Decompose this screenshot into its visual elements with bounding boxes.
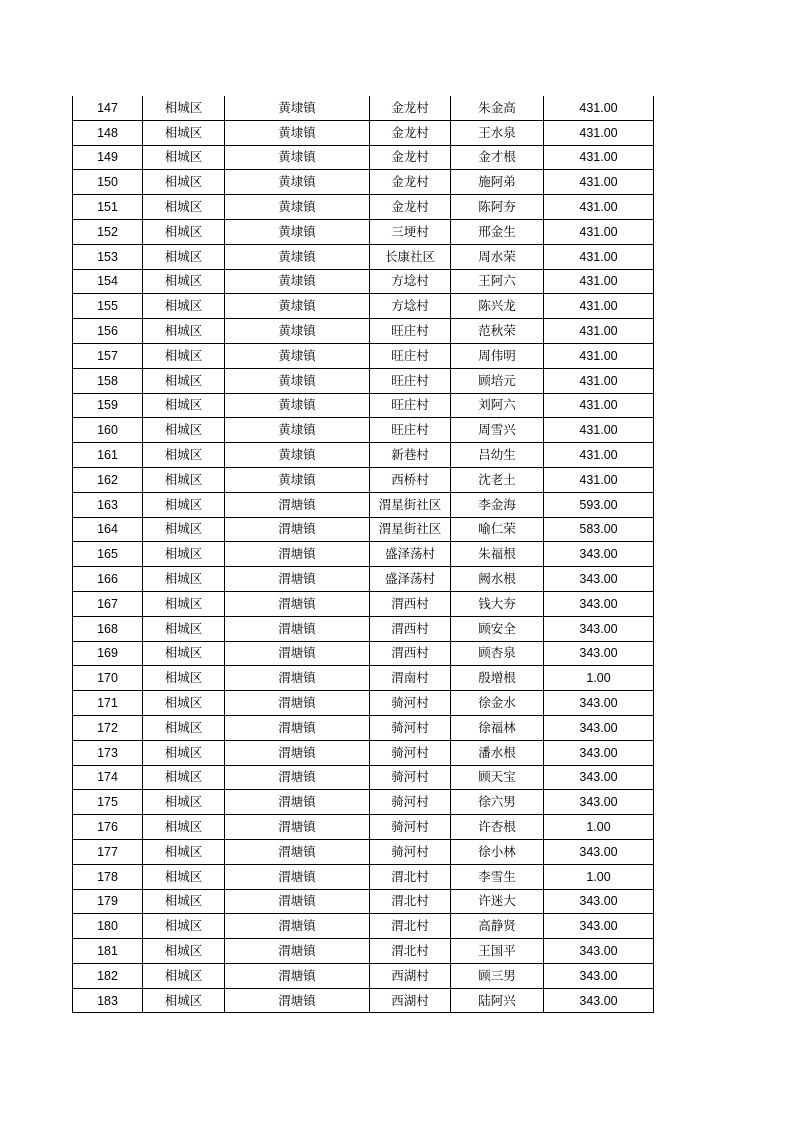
row-number-cell: 172 xyxy=(73,715,143,740)
district-cell: 相城区 xyxy=(143,368,225,393)
district-cell: 相城区 xyxy=(143,988,225,1013)
row-number-cell: 169 xyxy=(73,641,143,666)
name-cell: 周雪兴 xyxy=(451,418,544,443)
village-cell: 渭北村 xyxy=(370,939,451,964)
village-cell: 方埝村 xyxy=(370,269,451,294)
district-cell: 相城区 xyxy=(143,839,225,864)
town-cell: 渭塘镇 xyxy=(225,889,370,914)
village-cell: 盛泽荡村 xyxy=(370,542,451,567)
row-number-cell: 158 xyxy=(73,368,143,393)
table-row xyxy=(73,343,654,368)
village-cell: 骑河村 xyxy=(370,715,451,740)
table-row xyxy=(73,96,654,120)
name-cell: 殷增根 xyxy=(451,666,544,691)
data-table xyxy=(72,96,654,1013)
town-cell: 渭塘镇 xyxy=(225,839,370,864)
name-cell: 陈阿夯 xyxy=(451,195,544,220)
town-cell: 渭塘镇 xyxy=(225,542,370,567)
amount-cell: 583.00 xyxy=(544,517,654,542)
table-row xyxy=(73,195,654,220)
amount-cell: 343.00 xyxy=(544,616,654,641)
amount-cell: 343.00 xyxy=(544,939,654,964)
name-cell: 陆阿兴 xyxy=(451,988,544,1013)
amount-cell: 343.00 xyxy=(544,963,654,988)
village-cell: 渭南村 xyxy=(370,666,451,691)
village-cell: 旺庄村 xyxy=(370,418,451,443)
village-cell: 西湖村 xyxy=(370,988,451,1013)
table-row xyxy=(73,145,654,170)
district-cell: 相城区 xyxy=(143,145,225,170)
row-number-cell: 181 xyxy=(73,939,143,964)
table-row xyxy=(73,368,654,393)
row-number-cell: 154 xyxy=(73,269,143,294)
row-number-cell: 161 xyxy=(73,443,143,468)
row-number-cell: 175 xyxy=(73,790,143,815)
table-row xyxy=(73,839,654,864)
village-cell: 旺庄村 xyxy=(370,319,451,344)
town-cell: 黄埭镇 xyxy=(225,145,370,170)
row-number-cell: 168 xyxy=(73,616,143,641)
amount-cell: 431.00 xyxy=(544,343,654,368)
district-cell: 相城区 xyxy=(143,120,225,145)
district-cell: 相城区 xyxy=(143,418,225,443)
district-cell: 相城区 xyxy=(143,567,225,592)
amount-cell: 343.00 xyxy=(544,567,654,592)
town-cell: 黄埭镇 xyxy=(225,120,370,145)
table-row xyxy=(73,765,654,790)
town-cell: 黄埭镇 xyxy=(225,170,370,195)
district-cell: 相城区 xyxy=(143,195,225,220)
row-number-cell: 148 xyxy=(73,120,143,145)
name-cell: 阙水根 xyxy=(451,567,544,592)
village-cell: 三埂村 xyxy=(370,219,451,244)
row-number-cell: 165 xyxy=(73,542,143,567)
table-row xyxy=(73,244,654,269)
amount-cell: 431.00 xyxy=(544,244,654,269)
name-cell: 喻仁荣 xyxy=(451,517,544,542)
table-row xyxy=(73,815,654,840)
row-number-cell: 177 xyxy=(73,839,143,864)
amount-cell: 431.00 xyxy=(544,170,654,195)
table-row xyxy=(73,666,654,691)
amount-cell: 431.00 xyxy=(544,269,654,294)
name-cell: 王国平 xyxy=(451,939,544,964)
village-cell: 渭北村 xyxy=(370,889,451,914)
district-cell: 相城区 xyxy=(143,393,225,418)
amount-cell: 343.00 xyxy=(544,839,654,864)
table-row xyxy=(73,418,654,443)
table-row xyxy=(73,393,654,418)
name-cell: 徐六男 xyxy=(451,790,544,815)
village-cell: 盛泽荡村 xyxy=(370,567,451,592)
row-number-cell: 153 xyxy=(73,244,143,269)
town-cell: 渭塘镇 xyxy=(225,765,370,790)
row-number-cell: 182 xyxy=(73,963,143,988)
table-row xyxy=(73,790,654,815)
row-number-cell: 162 xyxy=(73,467,143,492)
town-cell: 黄埭镇 xyxy=(225,219,370,244)
row-number-cell: 151 xyxy=(73,195,143,220)
district-cell: 相城区 xyxy=(143,96,225,120)
town-cell: 渭塘镇 xyxy=(225,492,370,517)
district-cell: 相城区 xyxy=(143,641,225,666)
table-row xyxy=(73,988,654,1013)
village-cell: 骑河村 xyxy=(370,790,451,815)
district-cell: 相城区 xyxy=(143,889,225,914)
village-cell: 渭西村 xyxy=(370,591,451,616)
amount-cell: 1.00 xyxy=(544,864,654,889)
village-cell: 金龙村 xyxy=(370,96,451,120)
town-cell: 黄埭镇 xyxy=(225,195,370,220)
amount-cell: 343.00 xyxy=(544,988,654,1013)
table-row xyxy=(73,294,654,319)
amount-cell: 431.00 xyxy=(544,467,654,492)
row-number-cell: 171 xyxy=(73,691,143,716)
village-cell: 渭西村 xyxy=(370,616,451,641)
name-cell: 顾安全 xyxy=(451,616,544,641)
table-body xyxy=(73,96,654,1013)
table-row xyxy=(73,591,654,616)
district-cell: 相城区 xyxy=(143,467,225,492)
table-row xyxy=(73,567,654,592)
name-cell: 顾三男 xyxy=(451,963,544,988)
name-cell: 李金海 xyxy=(451,492,544,517)
amount-cell: 431.00 xyxy=(544,195,654,220)
village-cell: 渭北村 xyxy=(370,914,451,939)
amount-cell: 343.00 xyxy=(544,591,654,616)
village-cell: 新巷村 xyxy=(370,443,451,468)
town-cell: 渭塘镇 xyxy=(225,790,370,815)
name-cell: 范秋荣 xyxy=(451,319,544,344)
name-cell: 许杏根 xyxy=(451,815,544,840)
town-cell: 渭塘镇 xyxy=(225,864,370,889)
row-number-cell: 147 xyxy=(73,96,143,120)
village-cell: 渭北村 xyxy=(370,864,451,889)
row-number-cell: 160 xyxy=(73,418,143,443)
village-cell: 金龙村 xyxy=(370,195,451,220)
table-row xyxy=(73,715,654,740)
village-cell: 渭星街社区 xyxy=(370,492,451,517)
name-cell: 徐福林 xyxy=(451,715,544,740)
name-cell: 徐金水 xyxy=(451,691,544,716)
amount-cell: 343.00 xyxy=(544,715,654,740)
district-cell: 相城区 xyxy=(143,294,225,319)
row-number-cell: 167 xyxy=(73,591,143,616)
name-cell: 钱大夯 xyxy=(451,591,544,616)
town-cell: 黄埭镇 xyxy=(225,368,370,393)
amount-cell: 343.00 xyxy=(544,914,654,939)
town-cell: 渭塘镇 xyxy=(225,963,370,988)
district-cell: 相城区 xyxy=(143,715,225,740)
table-row xyxy=(73,914,654,939)
village-cell: 金龙村 xyxy=(370,170,451,195)
town-cell: 渭塘镇 xyxy=(225,815,370,840)
table-row xyxy=(73,269,654,294)
row-number-cell: 155 xyxy=(73,294,143,319)
name-cell: 朱金高 xyxy=(451,96,544,120)
town-cell: 渭塘镇 xyxy=(225,641,370,666)
town-cell: 渭塘镇 xyxy=(225,914,370,939)
town-cell: 黄埭镇 xyxy=(225,443,370,468)
district-cell: 相城区 xyxy=(143,517,225,542)
name-cell: 顾培元 xyxy=(451,368,544,393)
amount-cell: 343.00 xyxy=(544,641,654,666)
town-cell: 渭塘镇 xyxy=(225,591,370,616)
town-cell: 渭塘镇 xyxy=(225,616,370,641)
district-cell: 相城区 xyxy=(143,244,225,269)
town-cell: 黄埭镇 xyxy=(225,418,370,443)
amount-cell: 343.00 xyxy=(544,691,654,716)
table-row xyxy=(73,616,654,641)
row-number-cell: 164 xyxy=(73,517,143,542)
row-number-cell: 150 xyxy=(73,170,143,195)
district-cell: 相城区 xyxy=(143,963,225,988)
row-number-cell: 179 xyxy=(73,889,143,914)
name-cell: 顾天宝 xyxy=(451,765,544,790)
village-cell: 渭星街社区 xyxy=(370,517,451,542)
amount-cell: 431.00 xyxy=(544,294,654,319)
village-cell: 旺庄村 xyxy=(370,343,451,368)
row-number-cell: 180 xyxy=(73,914,143,939)
amount-cell: 1.00 xyxy=(544,815,654,840)
name-cell: 朱福根 xyxy=(451,542,544,567)
village-cell: 骑河村 xyxy=(370,740,451,765)
amount-cell: 343.00 xyxy=(544,889,654,914)
name-cell: 吕幼生 xyxy=(451,443,544,468)
village-cell: 金龙村 xyxy=(370,145,451,170)
town-cell: 渭塘镇 xyxy=(225,666,370,691)
town-cell: 渭塘镇 xyxy=(225,715,370,740)
village-cell: 西桥村 xyxy=(370,467,451,492)
name-cell: 高静贤 xyxy=(451,914,544,939)
table-row xyxy=(73,889,654,914)
district-cell: 相城区 xyxy=(143,591,225,616)
name-cell: 刘阿六 xyxy=(451,393,544,418)
amount-cell: 1.00 xyxy=(544,666,654,691)
amount-cell: 431.00 xyxy=(544,145,654,170)
district-cell: 相城区 xyxy=(143,492,225,517)
town-cell: 渭塘镇 xyxy=(225,740,370,765)
district-cell: 相城区 xyxy=(143,616,225,641)
row-number-cell: 163 xyxy=(73,492,143,517)
district-cell: 相城区 xyxy=(143,666,225,691)
row-number-cell: 173 xyxy=(73,740,143,765)
table-row xyxy=(73,319,654,344)
name-cell: 王阿六 xyxy=(451,269,544,294)
row-number-cell: 157 xyxy=(73,343,143,368)
district-cell: 相城区 xyxy=(143,914,225,939)
table-row xyxy=(73,170,654,195)
village-cell: 骑河村 xyxy=(370,839,451,864)
amount-cell: 431.00 xyxy=(544,120,654,145)
town-cell: 黄埭镇 xyxy=(225,343,370,368)
district-cell: 相城区 xyxy=(143,864,225,889)
table-row xyxy=(73,864,654,889)
table-row xyxy=(73,492,654,517)
table-row xyxy=(73,939,654,964)
name-cell: 王水泉 xyxy=(451,120,544,145)
district-cell: 相城区 xyxy=(143,343,225,368)
amount-cell: 343.00 xyxy=(544,542,654,567)
table-row xyxy=(73,740,654,765)
town-cell: 黄埭镇 xyxy=(225,467,370,492)
village-cell: 骑河村 xyxy=(370,815,451,840)
name-cell: 李雪生 xyxy=(451,864,544,889)
amount-cell: 343.00 xyxy=(544,790,654,815)
amount-cell: 593.00 xyxy=(544,492,654,517)
village-cell: 方埝村 xyxy=(370,294,451,319)
row-number-cell: 183 xyxy=(73,988,143,1013)
amount-cell: 431.00 xyxy=(544,219,654,244)
name-cell: 许迷大 xyxy=(451,889,544,914)
town-cell: 渭塘镇 xyxy=(225,517,370,542)
table-row xyxy=(73,963,654,988)
name-cell: 陈兴龙 xyxy=(451,294,544,319)
name-cell: 沈老土 xyxy=(451,467,544,492)
amount-cell: 431.00 xyxy=(544,443,654,468)
row-number-cell: 178 xyxy=(73,864,143,889)
village-cell: 金龙村 xyxy=(370,120,451,145)
village-cell: 骑河村 xyxy=(370,765,451,790)
district-cell: 相城区 xyxy=(143,170,225,195)
district-cell: 相城区 xyxy=(143,542,225,567)
name-cell: 金才根 xyxy=(451,145,544,170)
district-cell: 相城区 xyxy=(143,269,225,294)
name-cell: 徐小林 xyxy=(451,839,544,864)
town-cell: 渭塘镇 xyxy=(225,567,370,592)
name-cell: 潘水根 xyxy=(451,740,544,765)
town-cell: 黄埭镇 xyxy=(225,244,370,269)
name-cell: 周伟明 xyxy=(451,343,544,368)
district-cell: 相城区 xyxy=(143,790,225,815)
town-cell: 渭塘镇 xyxy=(225,939,370,964)
name-cell: 顾杏泉 xyxy=(451,641,544,666)
table-row xyxy=(73,542,654,567)
row-number-cell: 156 xyxy=(73,319,143,344)
district-cell: 相城区 xyxy=(143,691,225,716)
village-cell: 西湖村 xyxy=(370,963,451,988)
amount-cell: 431.00 xyxy=(544,368,654,393)
name-cell: 邢金生 xyxy=(451,219,544,244)
name-cell: 周水荣 xyxy=(451,244,544,269)
district-cell: 相城区 xyxy=(143,939,225,964)
town-cell: 黄埭镇 xyxy=(225,319,370,344)
town-cell: 黄埭镇 xyxy=(225,269,370,294)
village-cell: 骑河村 xyxy=(370,691,451,716)
amount-cell: 431.00 xyxy=(544,96,654,120)
row-number-cell: 170 xyxy=(73,666,143,691)
district-cell: 相城区 xyxy=(143,319,225,344)
amount-cell: 431.00 xyxy=(544,319,654,344)
table-row xyxy=(73,517,654,542)
row-number-cell: 166 xyxy=(73,567,143,592)
table-row xyxy=(73,219,654,244)
table-row xyxy=(73,641,654,666)
town-cell: 黄埭镇 xyxy=(225,393,370,418)
village-cell: 渭西村 xyxy=(370,641,451,666)
name-cell: 施阿弟 xyxy=(451,170,544,195)
amount-cell: 431.00 xyxy=(544,393,654,418)
table-row xyxy=(73,443,654,468)
row-number-cell: 174 xyxy=(73,765,143,790)
district-cell: 相城区 xyxy=(143,219,225,244)
town-cell: 黄埭镇 xyxy=(225,96,370,120)
town-cell: 黄埭镇 xyxy=(225,294,370,319)
district-cell: 相城区 xyxy=(143,815,225,840)
amount-cell: 343.00 xyxy=(544,765,654,790)
town-cell: 渭塘镇 xyxy=(225,691,370,716)
row-number-cell: 152 xyxy=(73,219,143,244)
row-number-cell: 159 xyxy=(73,393,143,418)
row-number-cell: 149 xyxy=(73,145,143,170)
village-cell: 旺庄村 xyxy=(370,393,451,418)
district-cell: 相城区 xyxy=(143,443,225,468)
district-cell: 相城区 xyxy=(143,765,225,790)
village-cell: 旺庄村 xyxy=(370,368,451,393)
village-cell: 长康社区 xyxy=(370,244,451,269)
table-row xyxy=(73,691,654,716)
district-cell: 相城区 xyxy=(143,740,225,765)
town-cell: 渭塘镇 xyxy=(225,988,370,1013)
table-row xyxy=(73,467,654,492)
amount-cell: 431.00 xyxy=(544,418,654,443)
table-row xyxy=(73,120,654,145)
amount-cell: 343.00 xyxy=(544,740,654,765)
row-number-cell: 176 xyxy=(73,815,143,840)
